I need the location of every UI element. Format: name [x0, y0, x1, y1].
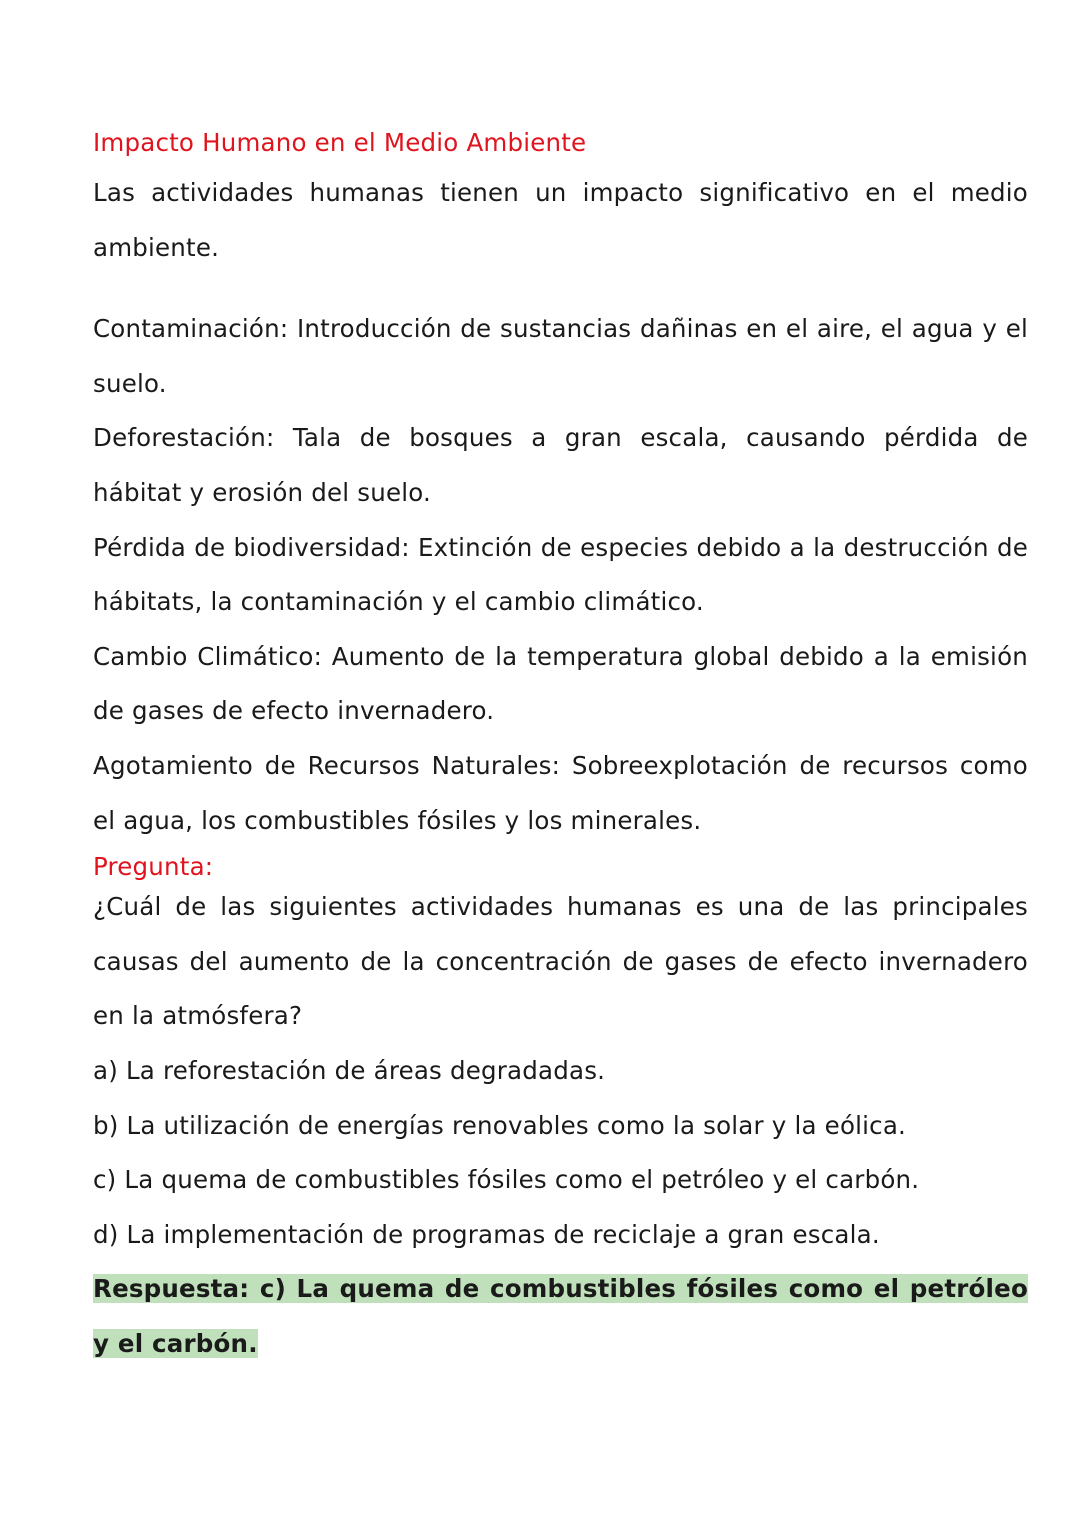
item-perdida-biodiversidad: Pérdida de biodiversidad: Extinción de especies debido a la destrucción de hábitats, la contaminación y el cambio climático.: [93, 532, 1028, 617]
answer-text: Respuesta: c) La quema de combustibles fósiles como el petróleo y el carbón.: [93, 1274, 1028, 1358]
option-c: c) La quema de combustibles fósiles como el petróleo y el carbón.: [93, 1165, 920, 1195]
option-d: d) La implementación de programas de reciclaje a gran escala.: [93, 1219, 880, 1249]
question-text: ¿Cuál de las siguientes actividades humanas es una de las principales causas del aumento de la concentración de gases de efecto invernadero en la atmósfera?: [93, 892, 1028, 1031]
item-agotamiento-recursos: Agotamiento de Recursos Naturales: Sobreexplotación de recursos como el agua, los combustibles fósiles y los minerales.: [93, 750, 1028, 835]
item-cambio-climatico: Cambio Climático: Aumento de la temperatura global debido a la emisión de gases de efecto invernadero.: [93, 641, 1028, 726]
answer-block: [93, 1262, 1028, 1371]
option-b: b) La utilización de energías renovables como la solar y la eólica.: [93, 1110, 907, 1140]
paragraph-spacer: [93, 275, 1028, 302]
item-deforestacion: Deforestación: Tala de bosques a gran escala, causando pérdida de hábitat y erosión del suelo.: [93, 423, 1028, 507]
option-a: a) La reforestación de áreas degradadas.: [93, 1055, 606, 1085]
item-contaminacion: Contaminación: Introducción de sustancias dañinas en el aire, el agua y el suelo.: [93, 314, 1028, 398]
intro-paragraph: Las actividades humanas tienen un impacto significativo en el medio ambiente.: [93, 178, 1028, 262]
document-page: [93, 120, 1028, 1371]
question-label: Pregunta:: [93, 852, 214, 882]
document-title: Impacto Humano en el Medio Ambiente: [93, 128, 587, 157]
